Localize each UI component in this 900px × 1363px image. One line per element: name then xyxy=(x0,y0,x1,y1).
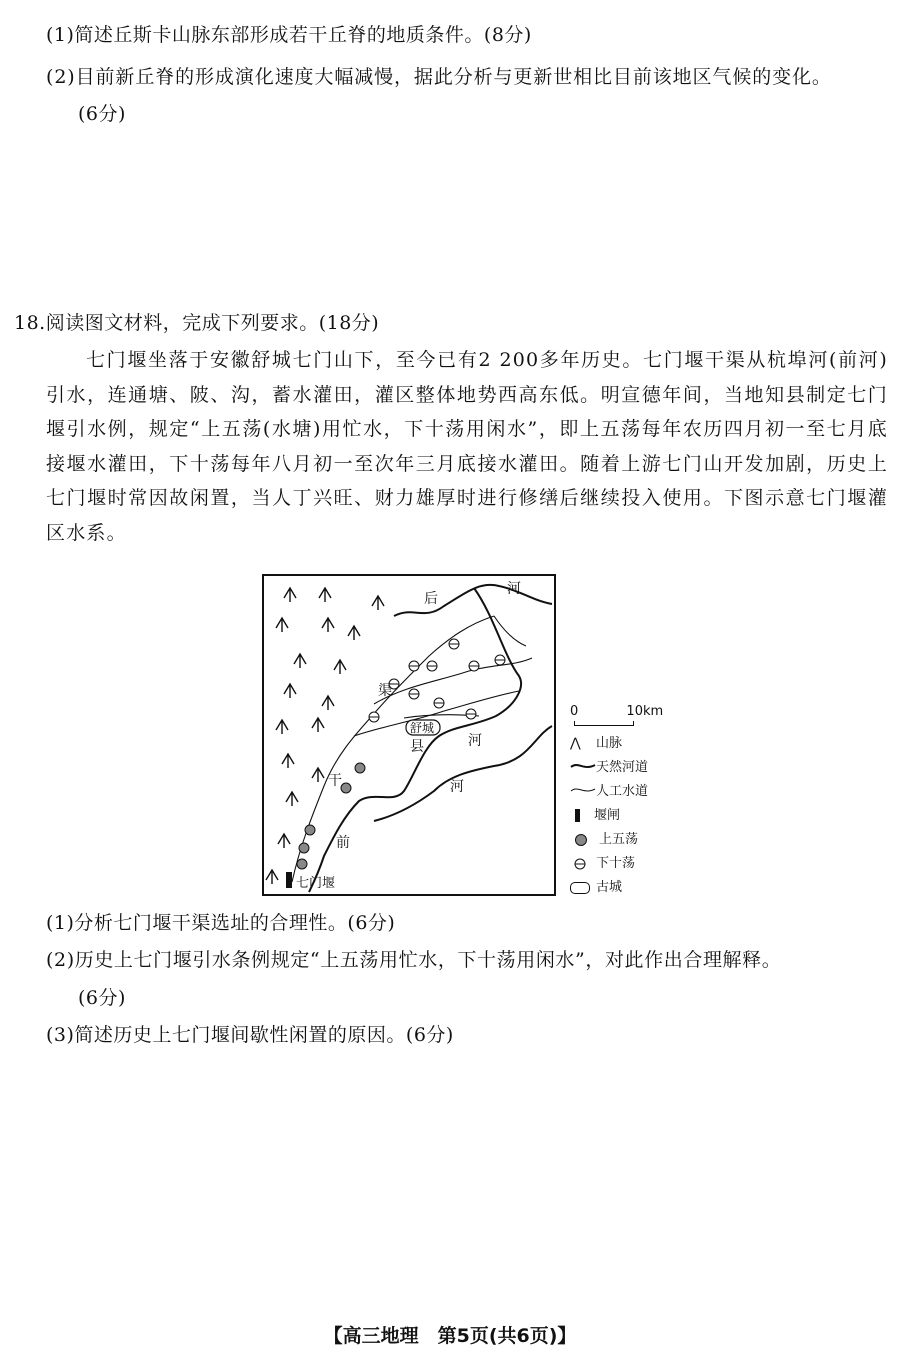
scale-zero: 0 xyxy=(570,704,579,719)
legend-item-lower-pond: 下十荡 xyxy=(570,852,635,871)
mountain-symbols xyxy=(266,588,384,884)
q18-sub2: (2)历史上七门堰引水条例规定“上五荡用忙水，下十荡用闲水”，对此作出合理解释。 xyxy=(46,949,782,971)
upper-pond-icon xyxy=(575,834,587,846)
scale-bar xyxy=(570,704,663,719)
ancient-city-icon xyxy=(570,882,590,894)
q17-sub2: (2)目前新丘脊的形成演化速度大幅减慢，据此分析与更新世相比目前该地区气候的变化。 xyxy=(46,66,832,88)
legend-item-city: 古城 xyxy=(570,876,622,895)
q18-sub2-score: (6分) xyxy=(78,987,126,1009)
legend-item-weir: 堰闸 xyxy=(570,804,620,823)
label-he-north: 河 xyxy=(507,581,521,597)
q17-sub1: (1)简述丘斯卡山脉东部形成若干丘脊的地质条件。(8分) xyxy=(46,24,532,46)
legend-item-channel: 人工水道 xyxy=(570,780,648,799)
label-city: 舒城 xyxy=(410,721,435,735)
label-qu: 渠 xyxy=(378,683,392,699)
weir-gate-icon xyxy=(575,809,580,822)
q18-sub1: (1)分析七门堰干渠选址的合理性。(6分) xyxy=(46,912,396,934)
label-qian: 前 xyxy=(336,835,350,851)
irrigation-map xyxy=(262,574,556,896)
label-hou: 后 xyxy=(424,591,438,607)
natural-river-icon xyxy=(570,761,596,771)
label-gan: 干 xyxy=(328,773,342,789)
legend-item-mountain: ⋀ 山脉 xyxy=(570,736,623,751)
legend-item-upper-pond: 上五荡 xyxy=(570,828,638,847)
q17-sub2-score: (6分) xyxy=(78,103,126,125)
map-drawing xyxy=(264,576,554,894)
scale-distance: 10km xyxy=(626,704,664,719)
q18-header: 18.阅读图文材料，完成下列要求。(18分) xyxy=(14,312,380,334)
label-he-east: 河 xyxy=(468,733,482,749)
mountain-icon: ⋀ xyxy=(570,736,581,751)
legend-item-natural-river: 天然河道 xyxy=(570,756,648,775)
label-weir: 七门堰 xyxy=(296,876,336,891)
lower-pond-icon xyxy=(570,858,596,870)
q18-material: 七门堰坐落于安徽舒城七门山下，至今已有2 200多年历史。七门堰干渠从杭埠河(前河)引水，连通塘、陂、沟，蓄水灌田，灌区整体地势西高东低。明宣德年间，当地知县制定七门堰引水例，规定“上五荡(水塘)用忙水，下十荡用闲水”，即上五荡每年农历四月初一至七月底接堰水灌田，下十荡每年八月初一至次年三月底接水灌田。随着上游七门山开发加剧，历史上七门堰时常因故闲置，当人丁兴旺、财力雄厚时进行修缮后继续投入使用。下图示意七门堰灌区水系。 xyxy=(46,349,888,544)
label-he-south: 河 xyxy=(450,779,464,795)
weir-gate-symbol xyxy=(286,872,292,888)
scale-line xyxy=(574,721,634,726)
artificial-channel-icon xyxy=(570,785,596,795)
label-xian: 县 xyxy=(410,739,424,755)
page-footer: 【高三地理 第5页(共6页)】 xyxy=(323,1325,577,1347)
q18-sub3: (3)简述历史上七门堰间歇性闲置的原因。(6分) xyxy=(46,1024,454,1046)
